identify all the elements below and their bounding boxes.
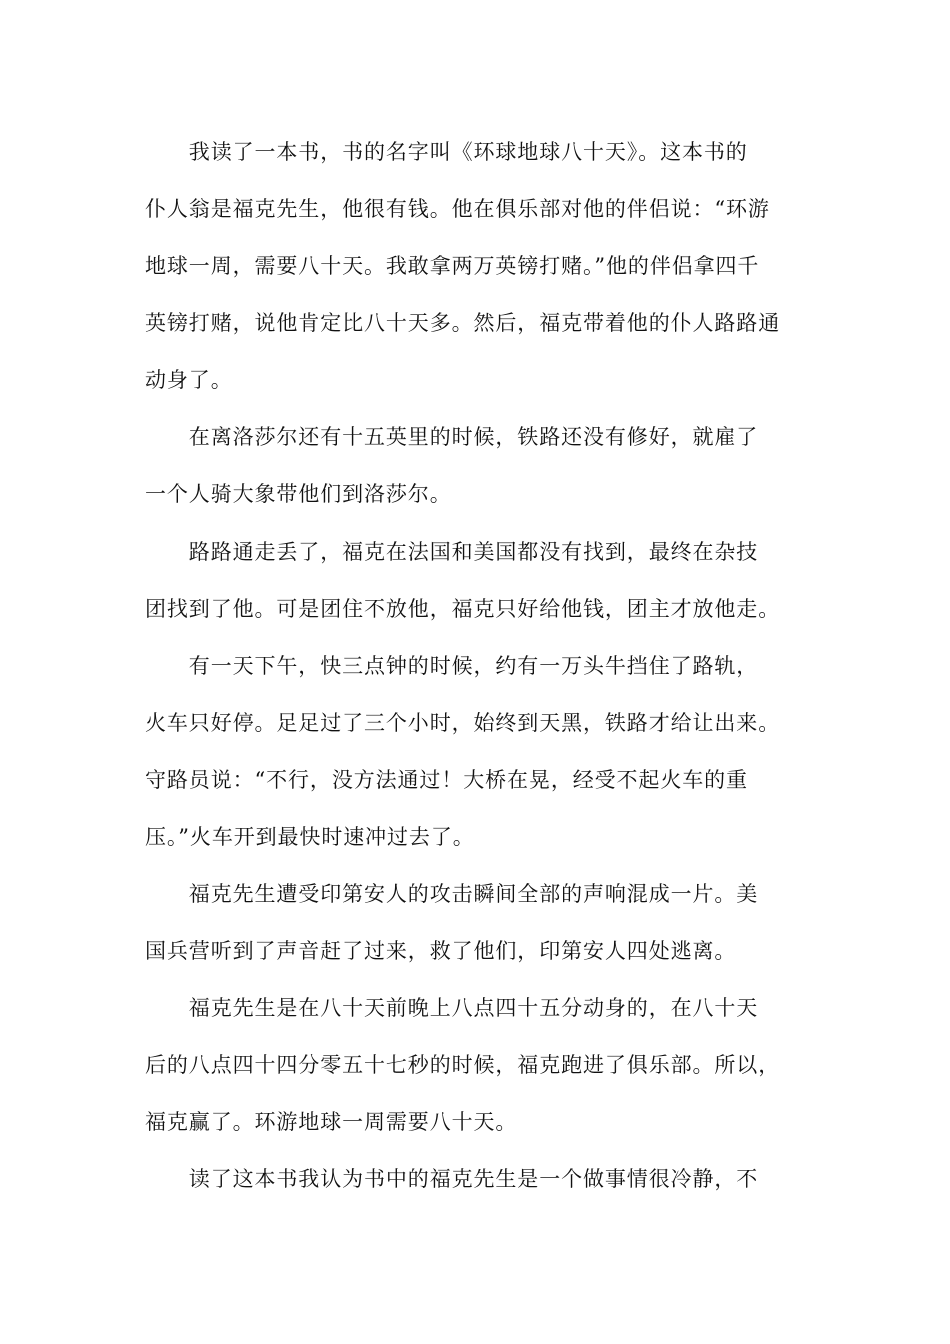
text-line: 福克先生是在八十天前晚上八点四十五分动身的，在八十天: [145, 996, 759, 1020]
text-line: 我读了一本书，书的名字叫《环球地球八十天》。这本书的: [145, 140, 748, 164]
text-line: 福克先生遭受印第安人的攻击瞬间全部的声响混成一片。美: [145, 882, 759, 906]
text-line: 一个人骑大象带他们到洛莎尔。: [145, 482, 452, 506]
text-line: 团找到了他。可是团住不放他，福克只好给他钱，团主才放他走。: [145, 597, 781, 621]
text-line: 有一天下午，快三点钟的时候，约有一万头牛挡住了路轨，: [145, 654, 759, 678]
text-line: 在离洛莎尔还有十五英里的时候，铁路还没有修好，就雇了: [145, 425, 759, 449]
text-line: 路路通走丢了，福克在法国和美国都没有找到，最终在杂技: [145, 540, 759, 564]
text-line: 英镑打赌，说他肯定比八十天多。然后，福克带着他的仆人路路通: [145, 311, 781, 335]
text-line: 后的八点四十四分零五十七秒的时候，福克跑进了俱乐部。所以，: [145, 1053, 781, 1077]
text-line: 国兵营听到了声音赶了过来，救了他们，印第安人四处逃离。: [145, 939, 737, 963]
text-line: 读了这本书我认为书中的福克先生是一个做事情很冷静，不: [145, 1167, 759, 1191]
text-line: 福克赢了。环游地球一周需要八十天。: [145, 1110, 518, 1134]
text-line: 守路员说：“不行，没方法通过！大桥在晃，经受不起火车的重: [145, 768, 748, 792]
text-line: 动身了。: [145, 368, 233, 392]
text-line: 火车只好停。足足过了三个小时，始终到天黑，铁路才给让出来。: [145, 711, 781, 735]
text-line: 压。”火车开到最快时速冲过去了。: [145, 825, 475, 849]
text-line: 地球一周，需要八十天。我敢拿两万英镑打赌。”他的伴侣拿四千: [145, 254, 760, 278]
text-line: 仆人翁是福克先生，他很有钱。他在俱乐部对他的伴侣说：“环游: [145, 197, 770, 221]
